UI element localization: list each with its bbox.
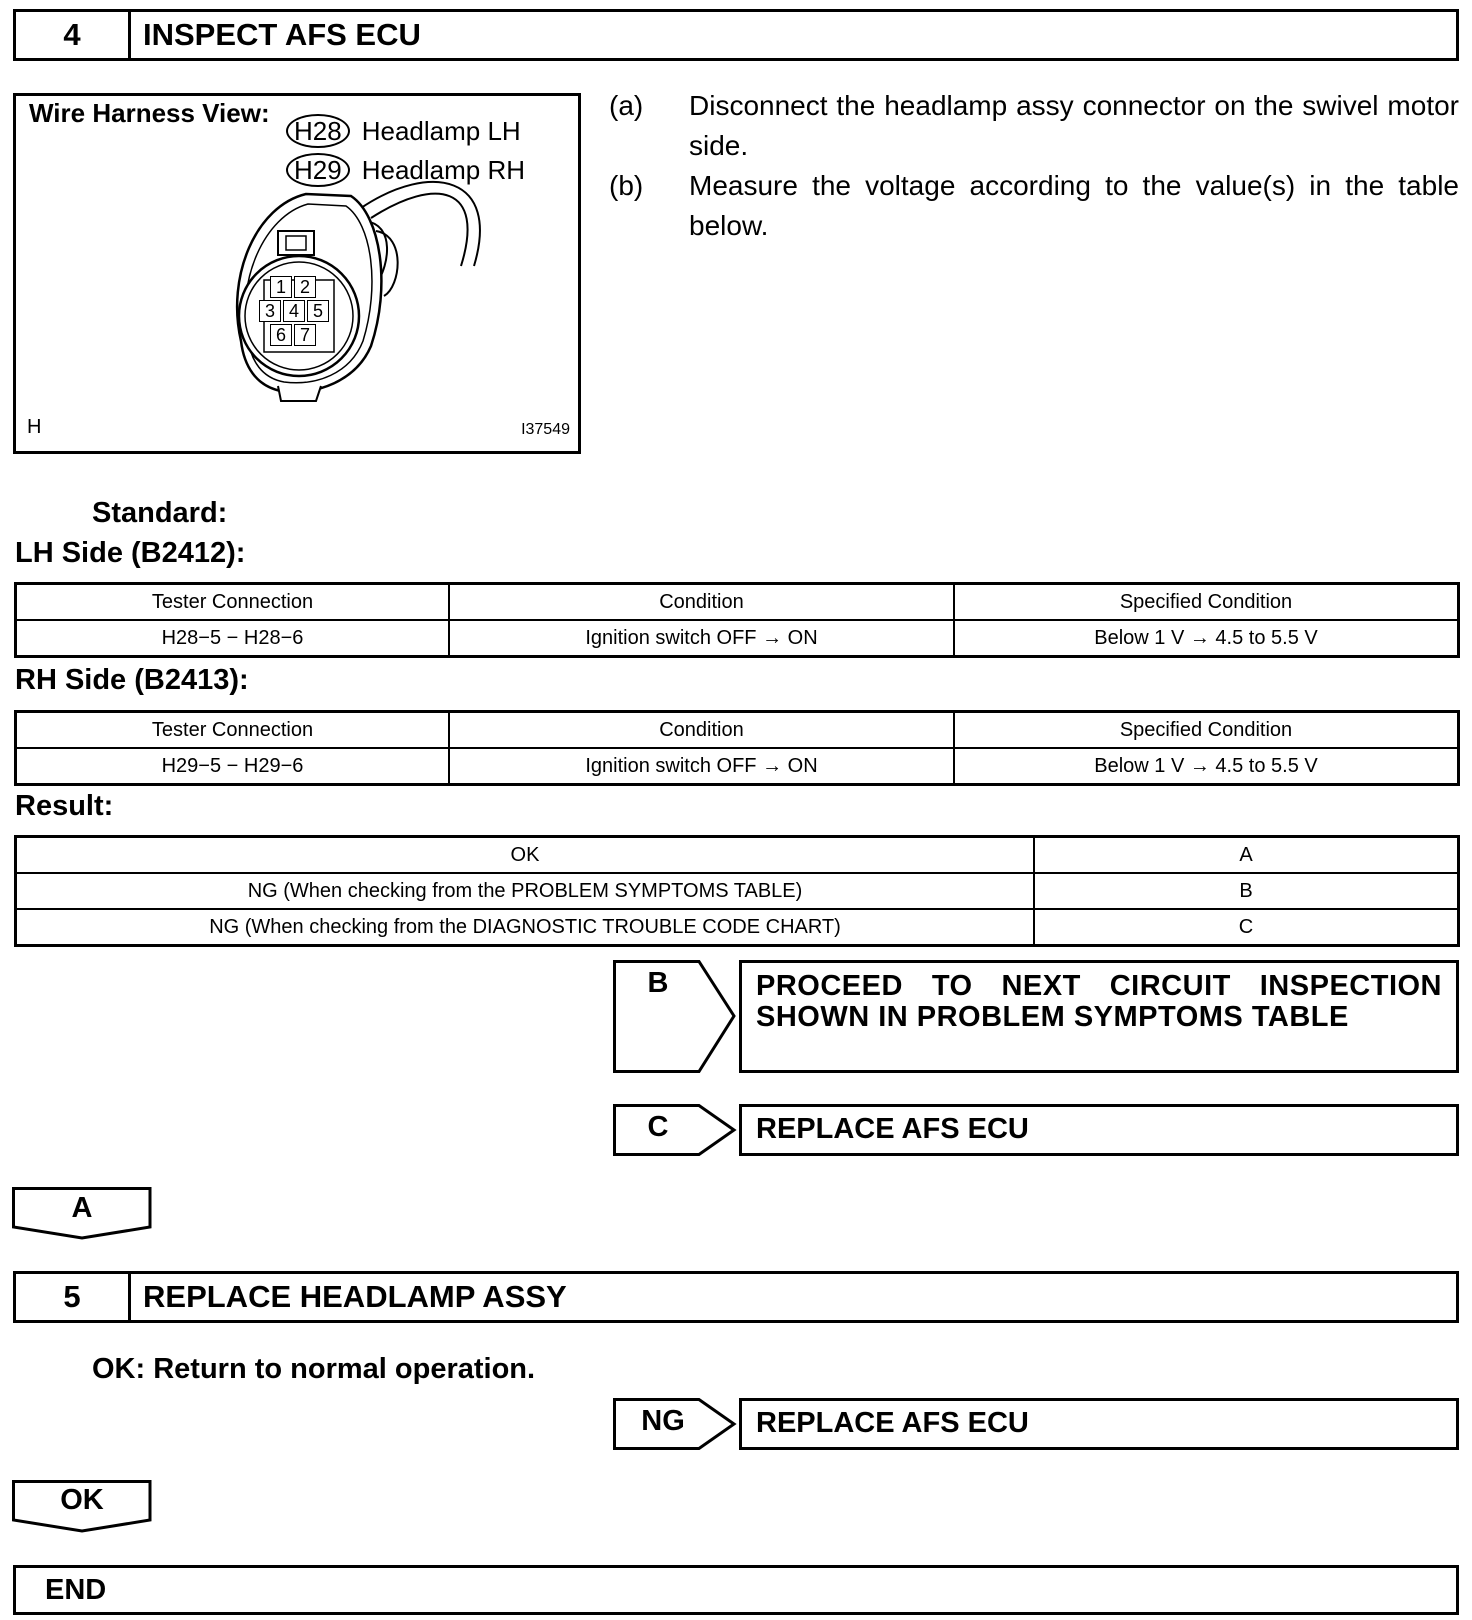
- step-number: 5: [16, 1274, 131, 1320]
- branch-b-box: [739, 960, 1459, 1073]
- header-cell: Specified Condition: [954, 712, 1459, 749]
- pin-1: 1: [270, 276, 292, 298]
- header-cell: Condition: [449, 712, 954, 749]
- pin-3: 3: [259, 300, 281, 322]
- pin-5: 5: [307, 300, 329, 322]
- branch-ng-box: [739, 1398, 1459, 1450]
- end-box: [13, 1565, 1459, 1615]
- table-cell: Ignition switch OFF → ON: [449, 620, 954, 657]
- step-4-header: [13, 9, 1459, 61]
- table-header-row: [16, 584, 1459, 621]
- pin-7: 7: [294, 324, 316, 346]
- table-cell: NG (When checking from the DIAGNOSTIC TROUBLE CODE CHART): [16, 909, 1035, 946]
- instruction-b: [609, 166, 1459, 246]
- table-cell: Ignition switch OFF → ON: [449, 748, 954, 785]
- table-cell: OK: [16, 837, 1035, 874]
- table-cell: H29−5 − H29−6: [16, 748, 450, 785]
- connector-code-badge: H29: [286, 153, 350, 187]
- instruction-label: (b): [609, 170, 644, 201]
- rh-spec-table: [14, 710, 1460, 786]
- go-a-label: A: [71, 1192, 93, 1224]
- header-cell: Condition: [449, 584, 954, 621]
- connector-name: Headlamp LH: [361, 115, 521, 146]
- table-row: [16, 837, 1459, 874]
- pin-4: 4: [283, 300, 305, 322]
- lh-side-heading: LH Side (B2412):: [15, 537, 246, 569]
- table-cell: H28−5 − H28−6: [16, 620, 450, 657]
- table-row: [16, 909, 1459, 946]
- result-table: [14, 835, 1460, 947]
- lh-spec-table: [14, 582, 1460, 658]
- header-cell: Tester Connection: [16, 712, 450, 749]
- instruction-text: Disconnect the headlamp assy connector on the swivel motor side.: [689, 90, 1459, 161]
- table-cell: Below 1 V → 4.5 to 5.5 V: [954, 748, 1459, 785]
- table-row: [16, 748, 1459, 785]
- table-header-row: [16, 712, 1459, 749]
- instruction-a: [609, 86, 1459, 166]
- header-cell: Tester Connection: [16, 584, 450, 621]
- connector-drawing: [16, 96, 578, 451]
- step-5-header: [13, 1271, 1459, 1323]
- figure-corner-left: H: [27, 416, 42, 438]
- table-cell: B: [1034, 873, 1459, 909]
- connector-name: Headlamp RH: [361, 154, 525, 185]
- pin-2: 2: [294, 276, 316, 298]
- branch-ng-label: NG: [641, 1405, 685, 1437]
- branch-b-text: PROCEED TO NEXT CIRCUIT INSPECTION SHOWN IN PROBLEM SYMPTOMS TABLE: [756, 970, 1442, 1033]
- ok-result-text: OK: Return to normal operation.: [92, 1353, 536, 1385]
- step-number: 4: [16, 12, 131, 58]
- table-cell: Below 1 V → 4.5 to 5.5 V: [954, 620, 1459, 657]
- figure-id: I37549: [521, 421, 570, 438]
- instruction-label: (a): [609, 90, 644, 121]
- end-label: END: [45, 1573, 107, 1606]
- step-title: REPLACE HEADLAMP ASSY: [143, 1279, 567, 1314]
- step-title: INSPECT AFS ECU: [143, 17, 421, 52]
- connector-code-badge: H28: [286, 114, 350, 148]
- go-ok-label: OK: [60, 1484, 104, 1516]
- branch-c-box: [739, 1104, 1459, 1156]
- branch-b-label: B: [647, 967, 669, 999]
- rh-side-heading: RH Side (B2413):: [15, 664, 249, 696]
- figure-view-label: Wire Harness View:: [29, 98, 270, 128]
- branch-c-label: C: [647, 1111, 669, 1143]
- table-cell: NG (When checking from the PROBLEM SYMPTOMS TABLE): [16, 873, 1035, 909]
- result-heading: Result:: [15, 790, 114, 822]
- branch-c-text: REPLACE AFS ECU: [756, 1113, 1029, 1145]
- table-row: [16, 873, 1459, 909]
- header-cell: Specified Condition: [954, 584, 1459, 621]
- wire-harness-figure: [13, 93, 581, 454]
- table-row: [16, 620, 1459, 657]
- table-cell: A: [1034, 837, 1459, 874]
- instruction-text: Measure the voltage according to the value(s) in the table below.: [689, 170, 1459, 241]
- pin-6: 6: [270, 324, 292, 346]
- table-cell: C: [1034, 909, 1459, 946]
- branch-ng-text: REPLACE AFS ECU: [756, 1407, 1029, 1439]
- standard-label: Standard:: [92, 497, 228, 529]
